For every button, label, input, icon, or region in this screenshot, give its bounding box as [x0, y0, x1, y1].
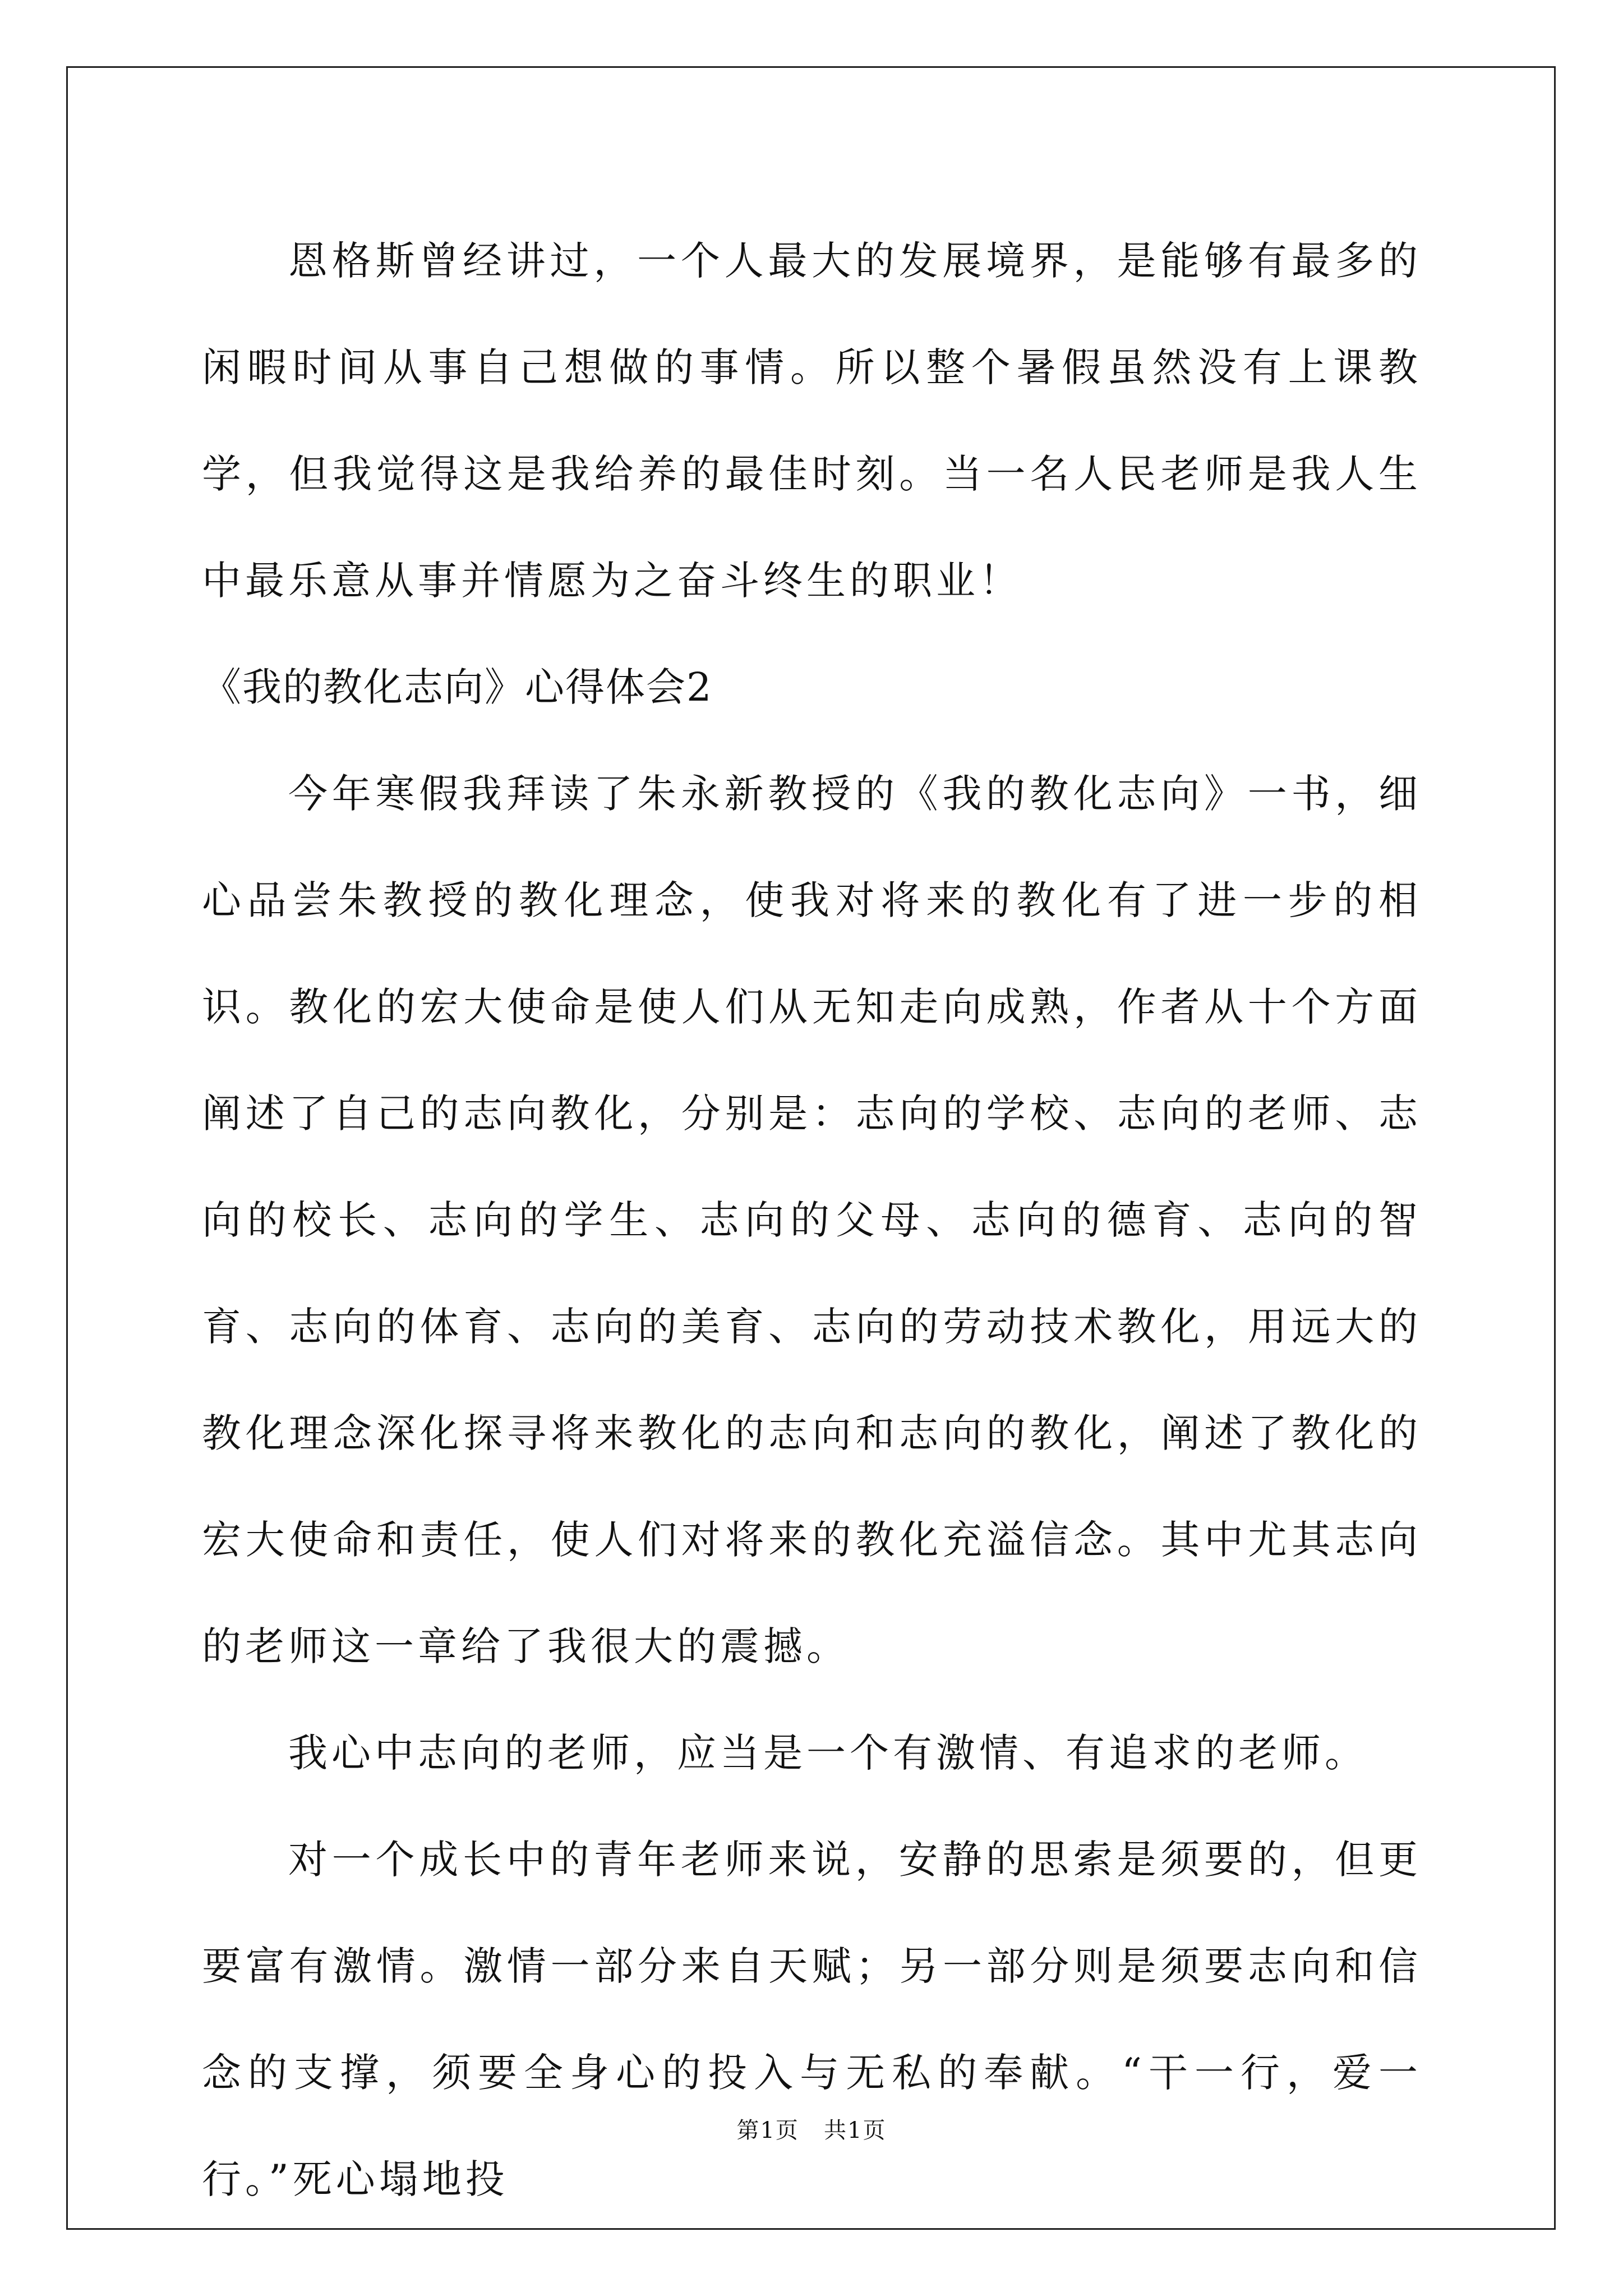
page-footer: 第1页 共1页 — [736, 2118, 887, 2143]
document-body — [202, 208, 1422, 2233]
paragraph-2: 今年寒假我拜读了朱永新教授的《我的教化志向》一书，细心品尝朱教授的教化理念，使我对将来的教化有了进一步的相识。教化的宏大使命是使人们从无知走向成熟，作者从十个方面阐述了自己的志向教化，分别是：志向的学校、志向的老师、志向的校长、志向的学生、志向的父母、志向的德育、志向的智育、志向的体育、志向的美育、志向的劳动技术教化，用远大的教化理念深化探寻将来教化的志向和志向的教化，阐述了教化的宏大使命和责任，使人们对将来的教化充溢信念。其中尤其志向的老师这一章给了我很大的震撼。 — [202, 771, 1422, 1669]
paragraph-3: 我心中志向的老师，应当是一个有激情、有追求的老师。 — [288, 1730, 1368, 1776]
section-heading: 《我的教化志向》心得体会2 — [202, 664, 713, 710]
paragraph-1: 恩格斯曾经讲过，一个人最大的发展境界，是能够有最多的闲暇时间从事自己想做的事情。所以整个暑假虽然没有上课教学，但我觉得这是我给养的最佳时刻。当一名人民老师是我人生中最乐意从事并情愿为之奋斗终生的职业！ — [202, 238, 1422, 604]
paragraph-4: 对一个成长中的青年老师来说，安静的思索是须要的，但更要富有激情。激情一部分来自天赋；另一部分则是须要志向和信念的支撑，须要全身心的投入与无私的奉献。“干一行，爱一行。”死心塌地投 — [202, 1837, 1422, 2202]
